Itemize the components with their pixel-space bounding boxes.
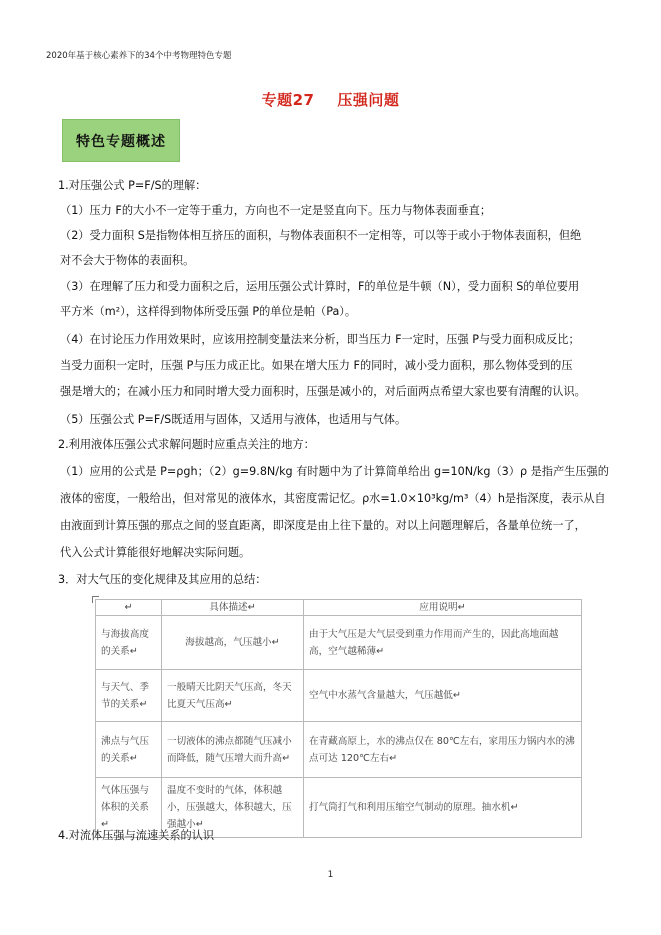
section1-line: 强是增大的；在减小压力和同时增大受力面积时，压强是减小的，对后面两点希望大家也要有清醒的认识。	[60, 385, 586, 398]
section1-heading: 1.对压强公式 P=F/S的理解：	[58, 179, 207, 192]
table-cell: 一般晴天比阴天气压高，冬天比夏天气压高↵	[162, 670, 304, 722]
section2-line: 液体的密度，一般给出，但对常见的液体水，其密度需记忆。ρ水=1.0×10³kg/m³（4）h是指深度，表示从自	[60, 492, 606, 505]
page-number: 1	[327, 870, 334, 880]
table-cell: 气体压强与体积的关系↵	[96, 778, 162, 838]
table-cell: 与天气、季节的关系↵	[96, 670, 162, 722]
table-header-cell: ↵	[96, 600, 162, 616]
section2-line: （1）应用的公式是 P=ρgh；（2）g=9.8N/kg 有时题中为了计算简单给出 g=10N/kg（3）ρ 是指产生压强的	[60, 465, 609, 478]
section1-line: 平方米（m²），这样得到物体所受压强 P的单位是帕（Pa）。	[60, 305, 357, 318]
table-cell: 由于大气压是大气层受到重力作用而产生的，因此高地面越高，空气越稀薄↵	[304, 616, 582, 670]
table-cell: 空气中水蒸气含量越大，气压越低↵	[304, 670, 582, 722]
table-cell: 温度不变时的气体，体积越小，压强越大，体积越大，压强越小↵	[162, 778, 304, 838]
section3-heading: 3．对大气压的变化规律及其应用的总结：	[58, 573, 267, 586]
air-pressure-table	[95, 599, 582, 838]
table-row	[96, 616, 582, 670]
table-cell: 一切液体的沸点都随气压减小而降低，随气压增大而升高↵	[162, 722, 304, 778]
section1-line: （4）在讨论压力作用效果时，应该用控制变量法来分析，即当压力 F一定时，压强 P与受力面积成反比；	[60, 333, 580, 346]
table-cell: 海拔越高，气压越小↵	[162, 616, 304, 670]
section2-heading: 2.利用液体压强公式求解问题时应重点关注的地方：	[58, 438, 315, 451]
section2-line: 由液面到计算压强的那点之间的竖直距离，即深度是由上往下量的。对以上问题理解后，各量单位统一了，	[60, 519, 586, 532]
document-title: 专题27 压强问题	[261, 91, 400, 109]
table-header-row	[96, 600, 582, 616]
table-cell: 与海拔高度的关系↵	[96, 616, 162, 670]
table-row	[96, 722, 582, 778]
section1-line: （1）压力 F的大小不一定等于重力，方向也不一定是竖直向下。压力与物体表面垂直；	[60, 204, 492, 217]
table-cell: 在青藏高原上，水的沸点仅在 80℃左右，家用压力锅内水的沸点可达 120℃左右↵	[304, 722, 582, 778]
section4-heading: 4.对流体压强与流速关系的认识	[58, 829, 215, 842]
table-row	[96, 670, 582, 722]
section2-line: 代入公式计算能很好地解决实际问题。	[60, 546, 251, 559]
table-header-cell: 应用说明↵	[304, 600, 582, 616]
table-cell: 沸点与气压的关系↵	[96, 722, 162, 778]
section1-line: 当受力面积一定时，压强 P与压力成正比。如果在增大压力 F的同时，减小受力面积，那么物体受到的压	[60, 359, 573, 372]
section1-line: （2）受力面积 S是指物体相互挤压的面积，与物体表面积不一定相等，可以等于或小于物体表面积，但绝	[60, 229, 582, 242]
section1-line: （3）在理解了压力和受力面积之后，运用压强公式计算时，F的单位是牛顿（N），受力面积 S的单位要用	[60, 280, 580, 293]
section1-line: 对不会大于物体的表面积。	[60, 254, 195, 267]
section-banner: 特色专题概述	[62, 119, 180, 162]
table-header-cell: 具体描述↵	[162, 600, 304, 616]
section1-line: （5）压强公式 P=F/S既适用与固体，又适用与液体，也适用与气体。	[60, 413, 407, 426]
page-header: 2020年基于核心素养下的34个中考物理特色专题	[46, 51, 232, 61]
table-cell: 打气筒打气和利用压缩空气制动的原理。抽水机↵	[304, 778, 582, 838]
